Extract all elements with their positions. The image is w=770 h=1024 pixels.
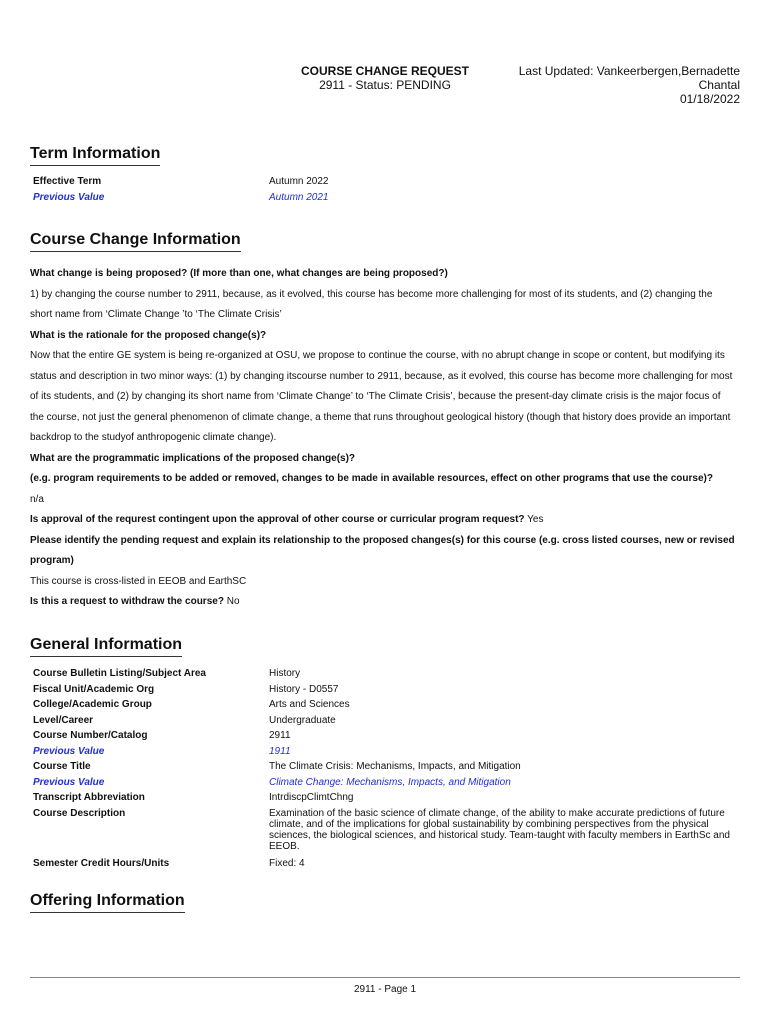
general-label: Transcript Abbreviation [33, 792, 145, 803]
previous-value: 1911 [269, 745, 291, 757]
general-label: Fiscal Unit/Academic Org [33, 683, 155, 695]
effective-term-row [33, 174, 744, 190]
effective-term-value: Autumn 2022 [269, 176, 329, 187]
general-row-previous [33, 744, 744, 760]
general-label: College/Academic Group [33, 699, 152, 710]
general-row [33, 713, 744, 729]
question-implications: What are the programmatic implications of the proposed change(s)? [30, 452, 356, 464]
last-updated-line: Last Updated: Vankeerbergen,Bernadette [518, 64, 740, 78]
general-label: Course Description [33, 807, 126, 819]
answer-line: n/a [30, 493, 44, 505]
general-row [33, 697, 744, 713]
general-label: Level/Career [33, 714, 94, 726]
general-row [33, 682, 744, 698]
general-value: Arts and Sciences [269, 699, 350, 710]
answer-withdraw: No [226, 596, 240, 607]
answer-contingent-approval: Yes [527, 514, 544, 525]
question-implications-detail: (e.g. program requirements to be added or removed, changes to be made in available resources, effect on other programs that use the course)? [30, 473, 713, 484]
course-change-heading: Course Change Information [30, 231, 241, 252]
document-title: COURSE CHANGE REQUEST [300, 64, 470, 78]
general-value: 2911 [269, 730, 291, 741]
general-row [33, 666, 744, 682]
general-value: The Climate Crisis: Mechanisms, Impacts, and Mitigation [269, 761, 521, 772]
general-value: History [269, 668, 301, 679]
document-status: 2911 - Status: PENDING [319, 78, 451, 92]
general-label: Course Number/Catalog [33, 730, 148, 741]
offering-information-heading: Offering Information [30, 892, 185, 913]
previous-value-label: Previous Value [33, 776, 105, 788]
general-value: Fixed: 4 [269, 857, 305, 869]
question-pending-request-cont: program) [30, 555, 74, 566]
answer-line: the course, not just the general phenomenon of climate change, a theme that runs throughout geological history (though that history does provide an important [30, 411, 731, 423]
term-information-heading: Term Information [30, 145, 160, 166]
answer-line: 1) by changing the course number to 2911, because, as it evolved, this course has become more challenging for most of its students, and (2) changing the [30, 288, 713, 300]
answer-line: status and description in two minor ways: (1) by changing itscourse number to 2911, because, as it evolved, this course has become more challenging for most [30, 370, 733, 382]
last-updated-line: Chantal [698, 78, 740, 92]
page-footer: 2911 - Page 1 [353, 984, 417, 995]
course-description-value: Examination of the basic science of climate change, of the ability to make accurate predictions of future climate, and of the implications for global sustainability by combining perspectives from the physical sciences, the biological sciences, and historical study. Team-taught with faculty members in EarthSc and EEOB. [269, 807, 730, 852]
general-information-table [33, 666, 744, 871]
answer-line: backdrop to the studyof anthropogenic climate change). [30, 432, 277, 443]
general-row [33, 790, 744, 806]
general-row [33, 856, 744, 872]
footer-divider [30, 977, 740, 978]
general-label: Course Title [33, 761, 91, 772]
last-updated-block [500, 64, 740, 106]
general-row [33, 806, 744, 856]
general-value: IntrdiscpClimtChng [269, 792, 354, 803]
answer-line: Now that the entire GE system is being re-organized at OSU, we propose to continue the course, with no abrupt change in scope or content, but modifying its [30, 350, 725, 361]
last-updated-date: 01/18/2022 [679, 92, 740, 106]
previous-value: Climate Change: Mechanisms, Impacts, and Mitigation [269, 776, 511, 788]
question-proposed-change: What change is being proposed? (If more than one, what changes are being proposed?) [30, 268, 448, 279]
general-row [33, 728, 744, 744]
previous-value-label: Previous Value [33, 191, 105, 203]
withdraw-request-row [30, 592, 742, 613]
document-header-center [280, 64, 490, 92]
question-rationale: What is the rationale for the proposed change(s)? [30, 329, 267, 341]
general-value: Undergraduate [269, 714, 336, 726]
previous-term-value: Autumn 2021 [269, 191, 329, 203]
general-value: History - D0557 [269, 683, 339, 695]
general-row [33, 759, 744, 775]
term-information-table [33, 174, 744, 205]
effective-term-label: Effective Term [33, 176, 102, 187]
contingent-approval-row [30, 510, 742, 531]
general-label: Course Bulletin Listing/Subject Area [33, 668, 206, 679]
answer-line: This course is cross-listed in EEOB and EarthSC [30, 575, 247, 587]
previous-term-row [33, 190, 744, 206]
answer-line: short name from ‘Climate Change ’to ‘The Climate Crisis’ [30, 309, 282, 320]
general-row-previous [33, 775, 744, 791]
question-withdraw: Is this a request to withdraw the course? [30, 596, 224, 607]
answer-line: of its students, and (2) by changing its short name from ‘Climate Change’ to ‘The Climate Crisis’, because the present-day climate crisis is the major focus of [30, 391, 721, 402]
general-label: Semester Credit Hours/Units [33, 857, 170, 869]
question-contingent-approval: Is approval of the requrest contingent upon the approval of other course or curricular program request? [30, 514, 525, 525]
question-pending-request: Please identify the pending request and explain its relationship to the proposed changes(s) for this course (e.g. cross listed courses, new or revised [30, 534, 735, 546]
general-information-heading: General Information [30, 636, 182, 657]
previous-value-label: Previous Value [33, 745, 105, 757]
course-change-content [30, 264, 742, 613]
